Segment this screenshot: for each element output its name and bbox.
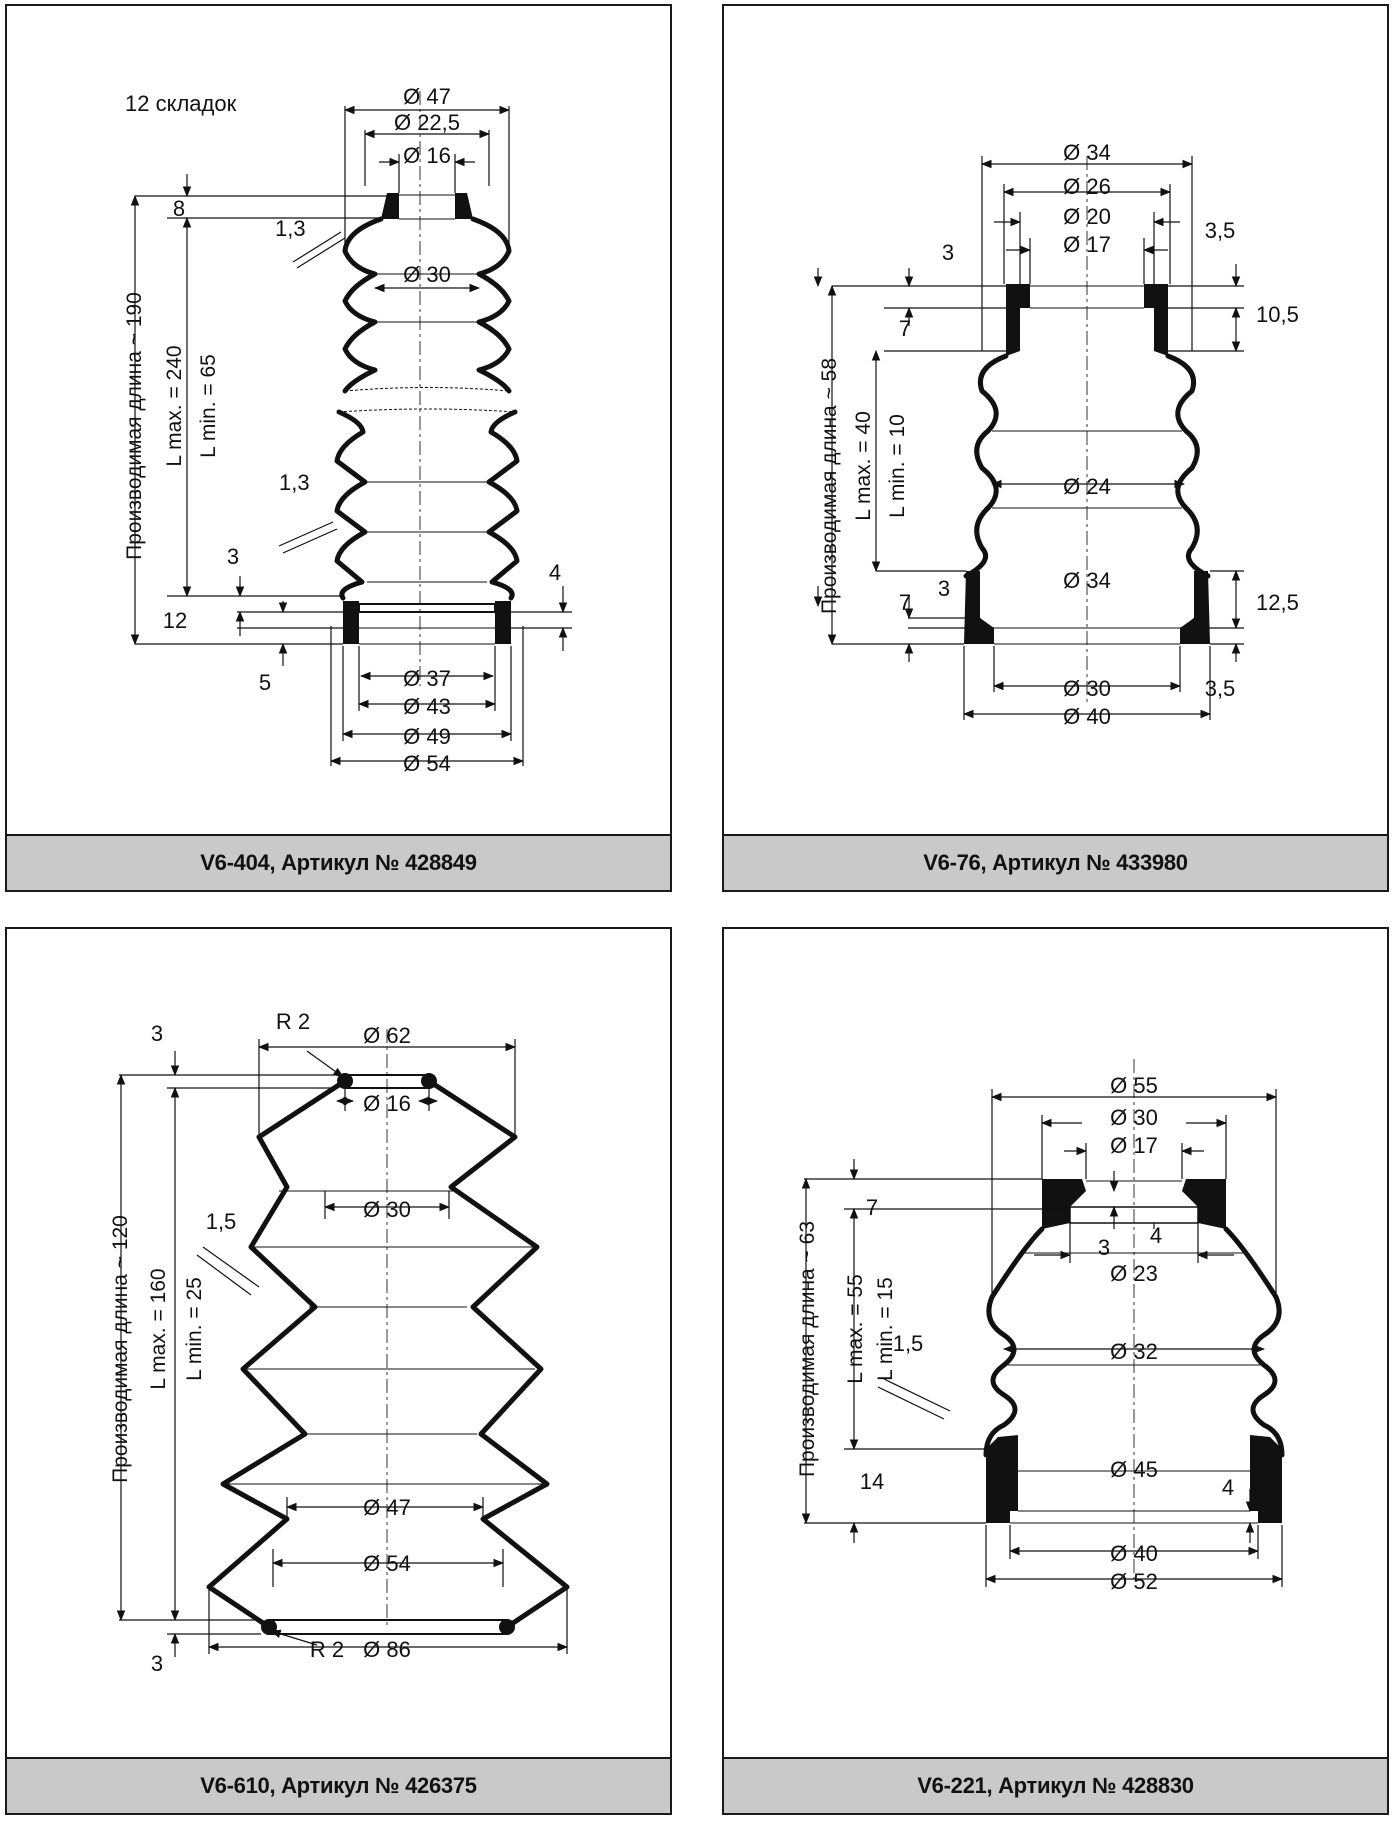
dim-h12-5: 12,5	[1256, 590, 1299, 615]
dim-h10-5: 10,5	[1256, 302, 1299, 327]
caption-v6-610: V6-610, Артикул № 426375	[7, 1757, 670, 1813]
dim-h3-5-top: 3,5	[1204, 218, 1236, 243]
dim-d34-top: Ø 34	[1063, 140, 1111, 165]
dim-wall-1-5: 1,5	[205, 1209, 237, 1234]
dim-d45: Ø 45	[1110, 1457, 1158, 1482]
dim-h12: 12	[162, 608, 188, 633]
caption-v6-404: V6-404, Артикул № 428849	[7, 834, 670, 890]
dim-h3-bottom: 3	[937, 576, 951, 601]
dim-h7-top: 7	[898, 316, 912, 341]
dim-d49: Ø 49	[403, 724, 451, 749]
dim-d62: Ø 62	[363, 1023, 411, 1048]
dim-wall-1-3-top: 1,3	[275, 216, 306, 241]
lmin-label: L min. = 10	[886, 414, 909, 518]
lmin-label: L min. = 15	[874, 1277, 897, 1381]
dim-h3-5-bottom: 3,5	[1204, 676, 1236, 701]
dim-h3-bottom: 3	[150, 1651, 164, 1676]
bellows-drawing-v6-221	[724, 929, 1391, 1763]
dim-d17: Ø 17	[1110, 1133, 1158, 1158]
dim-h8: 8	[172, 196, 186, 221]
dim-r2-top: R 2	[275, 1009, 311, 1034]
dim-d37: Ø 37	[403, 666, 451, 691]
lmin-label: L min. = 25	[183, 1277, 206, 1381]
dim-d22-5: Ø 22,5	[393, 110, 461, 135]
dim-h3-top: 3	[941, 240, 955, 265]
drawing-panel-v6-610	[5, 927, 672, 1815]
dim-d30: Ø 30	[363, 1197, 411, 1222]
dim-d40: Ø 40	[1110, 1541, 1158, 1566]
dim-d54: Ø 54	[403, 751, 451, 776]
dim-d16: Ø 16	[363, 1091, 411, 1116]
dim-d52: Ø 52	[1110, 1569, 1158, 1594]
dim-d32: Ø 32	[1110, 1339, 1158, 1364]
bellows-drawing-v6-404	[7, 6, 674, 840]
dim-d30: Ø 30	[1110, 1105, 1158, 1130]
dim-h5: 5	[258, 670, 272, 695]
dim-d47: Ø 47	[363, 1495, 411, 1520]
lmax-label: L max. = 240	[163, 345, 186, 467]
dim-d17: Ø 17	[1063, 232, 1111, 257]
lmax-label: L max. = 160	[147, 1268, 170, 1390]
bellows-drawing-v6-610	[7, 929, 674, 1763]
dim-d47: Ø 47	[403, 84, 451, 109]
bellows-drawing-v6-76	[724, 6, 1391, 840]
dim-d26: Ø 26	[1063, 174, 1111, 199]
dim-d54: Ø 54	[363, 1551, 411, 1576]
lmin-label: L min. = 65	[197, 354, 220, 458]
dim-d30: Ø 30	[1063, 676, 1111, 701]
production-length-label: Производимая длина ~ 120	[109, 1215, 132, 1483]
dim-h4: 4	[548, 560, 562, 585]
dim-h4-bottom: 4	[1221, 1475, 1235, 1500]
dim-d55: Ø 55	[1110, 1073, 1158, 1098]
dim-d34-bottom: Ø 34	[1063, 568, 1111, 593]
dim-d43: Ø 43	[403, 694, 451, 719]
caption-v6-221: V6-221, Артикул № 428830	[724, 1757, 1387, 1813]
dim-h7: 7	[865, 1195, 879, 1220]
production-length-label: Производимая длина ~ 63	[796, 1220, 819, 1478]
production-length-label: Производимая длина ~ 58	[818, 357, 841, 615]
dim-d40: Ø 40	[1063, 704, 1111, 729]
dim-h7-bottom: 7	[898, 590, 912, 615]
drawing-panel-v6-221	[722, 927, 1389, 1815]
caption-v6-76: V6-76, Артикул № 433980	[724, 834, 1387, 890]
lmax-label: L max. = 55	[844, 1274, 867, 1384]
dim-wall-1-5: 1,5	[892, 1331, 924, 1356]
dim-r2-bottom: R 2	[309, 1637, 345, 1662]
dim-h4-top: 4	[1149, 1223, 1163, 1248]
dim-d30: Ø 30	[403, 262, 451, 287]
drawing-panel-v6-404	[5, 4, 672, 892]
dim-d24: Ø 24	[1063, 474, 1111, 499]
dim-h14: 14	[859, 1469, 885, 1494]
drawing-panel-v6-76	[722, 4, 1389, 892]
dim-d23: Ø 23	[1110, 1261, 1158, 1286]
dim-h3: 3	[1097, 1235, 1111, 1260]
dim-h3: 3	[226, 544, 240, 569]
dim-d86: Ø 86	[363, 1637, 411, 1662]
lmax-label: L max. = 40	[852, 411, 875, 521]
dim-wall-1-3-bottom: 1,3	[279, 470, 310, 495]
folds-note: 12 складок	[125, 91, 237, 116]
dim-d16: Ø 16	[403, 143, 451, 168]
dim-d20: Ø 20	[1063, 204, 1111, 229]
dim-h3-top: 3	[150, 1021, 164, 1046]
production-length-label: Производимая длина ~ 190	[123, 292, 146, 560]
